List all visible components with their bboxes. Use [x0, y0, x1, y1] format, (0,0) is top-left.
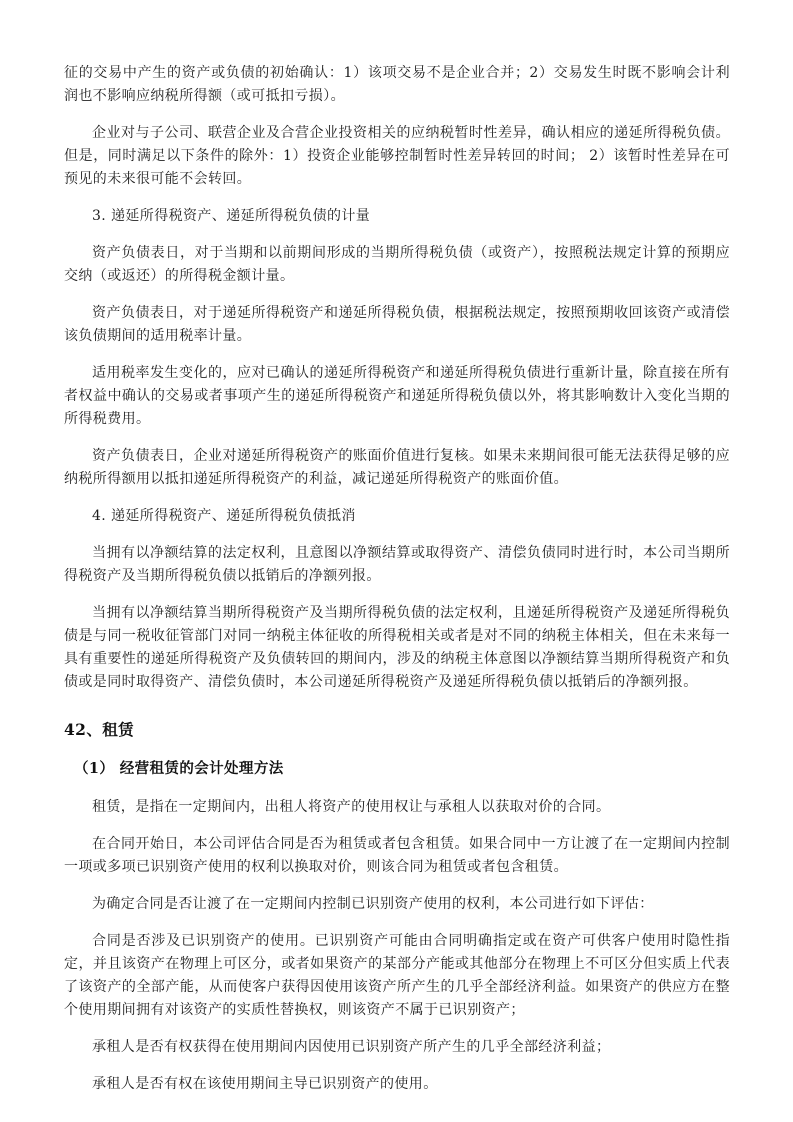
paragraph-lease-definition: 租赁，是指在一定期间内，出租人将资产的使用权让与承租人以获取对价的合同。: [92, 799, 611, 815]
document-body: [64, 62, 730, 1096]
paragraph-balance-sheet-date-deferred-tax: 资产负债表日，对于递延所得税资产和递延所得税负债，根据税法规定，按照预期收回该资产或清偿该负债期间的适用税率计量。: [64, 305, 730, 344]
paragraph-assessment-intro: 为确定合同是否让渡了在一定期间内控制已识别资产使用的权利，本公司进行如下评估：: [92, 896, 654, 912]
paragraph-contract-inception-assessment: 在合同开始日，本公司评估合同是否为租赁或者包含租赁。如果合同中一方让渡了在一定期间内控制一项或多项已识别资产使用的权利以换取对价，则该合同为租赁或者包含租赁。: [64, 836, 730, 875]
paragraph-economic-benefits-right: 承租人是否有权获得在使用期间内因使用已识别资产所产生的几乎全部经济利益；: [92, 1039, 611, 1055]
paragraph-net-settlement-current-tax: 当拥有以净额结算的法定权利，且意图以净额结算或取得资产、清偿负债同时进行时，本公司当期所得税资产及当期所得税负债以抵销后的净额列报。: [64, 545, 730, 584]
paragraph-taxable-temporary-differences: 企业对与子公司、联营企业及合营企业投资相关的应纳税暂时性差异，确认相应的递延所得税负债。但是，同时满足以下条件的除外：1）投资企业能够控制暂时性差异转回的时间； 2）该暂时性差异在可预见的未来很可能不会转回。: [64, 125, 730, 187]
paragraph-direct-use-right: 承租人是否有权在该使用期间主导已识别资产的使用。: [92, 1076, 438, 1092]
paragraph-initial-recognition-continued: 征的交易中产生的资产或负债的初始确认：1）该项交易不是企业合并；2）交易发生时既不影响会计利润也不影响应纳税所得额（或可抵扣亏损）。: [64, 65, 730, 104]
paragraph-tax-rate-change: 适用税率发生变化的，应对已确认的递延所得税资产和递延所得税负债进行重新计量，除直接在所有者权益中确认的交易或者事项产生的递延所得税资产和递延所得税负债以外，将其影响数计入变化当期的所得税费用。: [64, 365, 730, 427]
subsection-heading-operating-lease-accounting: （1） 经营租赁的会计处理方法: [74, 760, 284, 777]
section-heading-lease: 42、租赁: [64, 720, 135, 739]
subheading-deferred-tax-offsetting: 4. 递延所得税资产、递延所得税负债抵消: [92, 508, 356, 524]
paragraph-identified-asset-use: 合同是否涉及已识别资产的使用。已识别资产可能由合同明确指定或在资产可供客户使用时隐性指定，并且该资产在物理上可区分，或者如果资产的某部分产能或其他部分在物理上不可区分但实质上代表了该资产的全部产能，从而使客户获得因使用该资产所产生的几乎全部经济利益。如果资产的供应方在整个使用期间拥有对该资产的实质性替换权，则该资产不属于已识别资产；: [64, 933, 730, 1018]
subheading-deferred-tax-measurement: 3. 递延所得税资产、递延所得税负债的计量: [92, 208, 371, 224]
paragraph-net-settlement-deferred-tax: 当拥有以净额结算当期所得税资产及当期所得税负债的法定权利，且递延所得税资产及递延所得税负债是与同一税收征管部门对同一纳税主体征收的所得税相关或者是对不同的纳税主体相关，但在未来每一具有重要性的递延所得税资产及负债转回的期间内，涉及的纳税主体意图以净额结算当期所得税资产和负债或是同时取得资产、清偿负债时，本公司递延所得税资产及递延所得税负债以抵销后的净额列报。: [64, 605, 730, 690]
paragraph-carrying-amount-review: 资产负债表日，企业对递延所得税资产的账面价值进行复核。如果未来期间很可能无法获得足够的应纳税所得额用以抵扣递延所得税资产的利益，减记递延所得税资产的账面价值。: [64, 448, 730, 487]
paragraph-balance-sheet-date-current-tax: 资产负债表日，对于当期和以前期间形成的当期所得税负债（或资产），按照税法规定计算的预期应交纳（或返还）的所得税金额计量。: [64, 245, 730, 284]
